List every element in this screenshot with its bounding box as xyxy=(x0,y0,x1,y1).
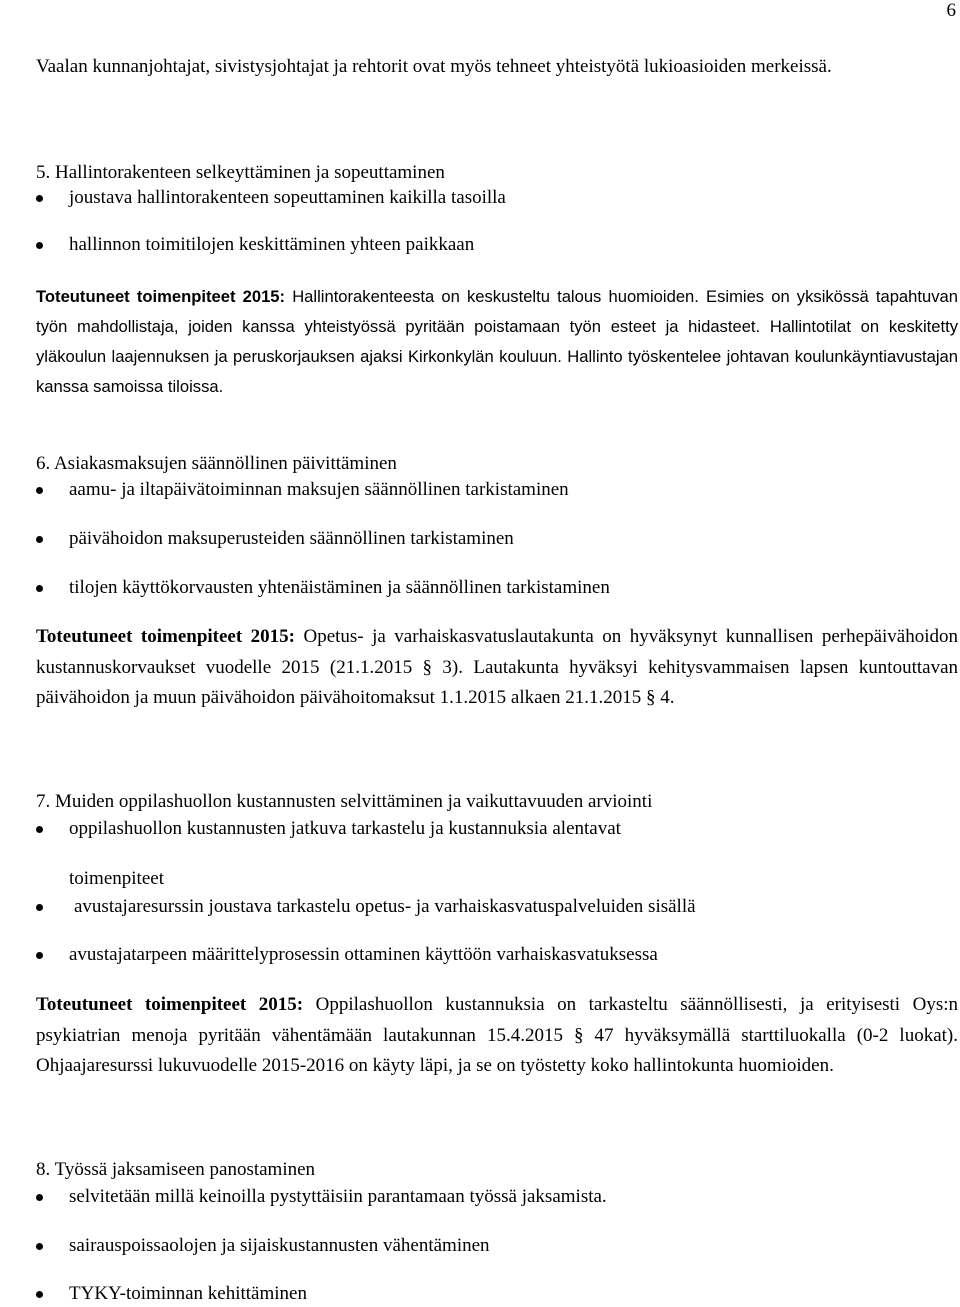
bullet-icon xyxy=(36,195,43,202)
list-item-text: joustava hallintorakenteen sopeuttaminen kaikilla tasoilla xyxy=(69,187,506,208)
list-item-text: aamu- ja iltapäivätoiminnan maksujen säännöllinen tarkistaminen xyxy=(69,479,569,500)
bullet-icon xyxy=(36,1194,43,1201)
list-item-text: avustajatarpeen määrittelyprosessin ottaminen käyttöön varhaiskasvatuksessa xyxy=(69,944,658,965)
bullet-icon xyxy=(36,1243,43,1250)
bullet-icon xyxy=(36,952,43,959)
section-7-heading: 7. Muiden oppilashuollon kustannusten selvittäminen ja vaikuttavuuden arviointi xyxy=(36,791,653,812)
result-text: Oppilashuollon kustannuksia on tarkasteltu säännöllisesti, ja erityisesti Oys:n psykiatrian menoja pyritään vähentämään lautakunnan 15.4.2015 § 47 hyväksymällä starttiluokalla (0-2 luokat). Ohjaajaresurssi lukuvuodelle 2015-2016 on käyty läpi, ja se on työstetty koko hallintokunta huomioiden. xyxy=(36,994,959,1076)
result-label: Toteutuneet toimenpiteet 2015: xyxy=(36,626,295,647)
result-text: Hallintorakenteesta on keskusteltu talous huomioiden. Esimies on yksikössä tapahtuvan työn mahdollistaja, joiden kanssa yhteistyössä pyritään poistamaan työn esteet ja hidasteet. Hallintotilat on keskitetty yläkoulun laajennuksen ja peruskorjauksen ajaksi Kirkonkylän kouluun. Hallinto työskentelee johtavan koulunkäyntiavustajan kanssa samoissa tiloissa. xyxy=(36,287,958,396)
list-item-text: oppilashuollon kustannusten jatkuva tarkastelu ja kustannuksia alentavat xyxy=(69,818,621,839)
bullet-icon xyxy=(36,242,43,249)
bullet-icon xyxy=(36,536,43,543)
result-label: Toteutuneet toimenpiteet 2015: xyxy=(36,994,304,1015)
intro-paragraph: Vaalan kunnanjohtajat, sivistysjohtajat ja rehtorit ovat myös tehneet yhteistyötä lukioasioiden merkeissä. xyxy=(36,56,832,77)
section-6-heading: 6. Asiakasmaksujen säännöllinen päivittäminen xyxy=(36,453,397,474)
page-number: 6 xyxy=(946,0,956,21)
list-item-text: päivähoidon maksuperusteiden säännöllinen tarkistaminen xyxy=(69,528,514,549)
list-item-text: sairauspoissaolojen ja sijaiskustannusten vähentäminen xyxy=(69,1235,490,1256)
list-item-text: avustajaresurssin joustava tarkastelu opetus- ja varhaiskasvatuspalveluiden sisällä xyxy=(74,896,696,917)
section-5-result xyxy=(36,282,958,402)
list-item-text: tilojen käyttökorvausten yhtenäistäminen ja säännöllinen tarkistaminen xyxy=(69,577,610,598)
bullet-icon xyxy=(36,1291,43,1298)
list-item-continuation: toimenpiteet xyxy=(69,868,164,889)
list-item-text: hallinnon toimitilojen keskittäminen yhteen paikkaan xyxy=(69,234,475,255)
result-label: Toteutuneet toimenpiteet 2015: xyxy=(36,287,286,306)
bullet-icon xyxy=(36,487,43,494)
list-item-text: selvitetään millä keinoilla pystyttäisiin parantamaan työssä jaksamista. xyxy=(69,1186,607,1207)
section-5-heading: 5. Hallintorakenteen selkeyttäminen ja sopeuttaminen xyxy=(36,162,445,183)
bullet-icon xyxy=(36,904,43,911)
bullet-icon xyxy=(36,585,43,592)
list-item-text: TYKY-toiminnan kehittäminen xyxy=(69,1283,307,1304)
section-7-result xyxy=(36,990,958,1082)
section-8-heading: 8. Työssä jaksamiseen panostaminen xyxy=(36,1159,316,1180)
section-6-result xyxy=(36,622,958,714)
bullet-icon xyxy=(36,826,43,833)
result-text: Opetus- ja varhaiskasvatuslautakunta on hyväksynyt kunnallisen perhepäivähoidon kustannuskorvaukset vuodelle 2015 (21.1.2015 § 3). Lautakunta hyväksyi kehitysvammaisen lapsen kuntouttavan päivähoidon ja muun päivähoidon päivähoitomaksut 1.1.2015 alkaen 21.1.2015 § 4. xyxy=(36,626,958,708)
